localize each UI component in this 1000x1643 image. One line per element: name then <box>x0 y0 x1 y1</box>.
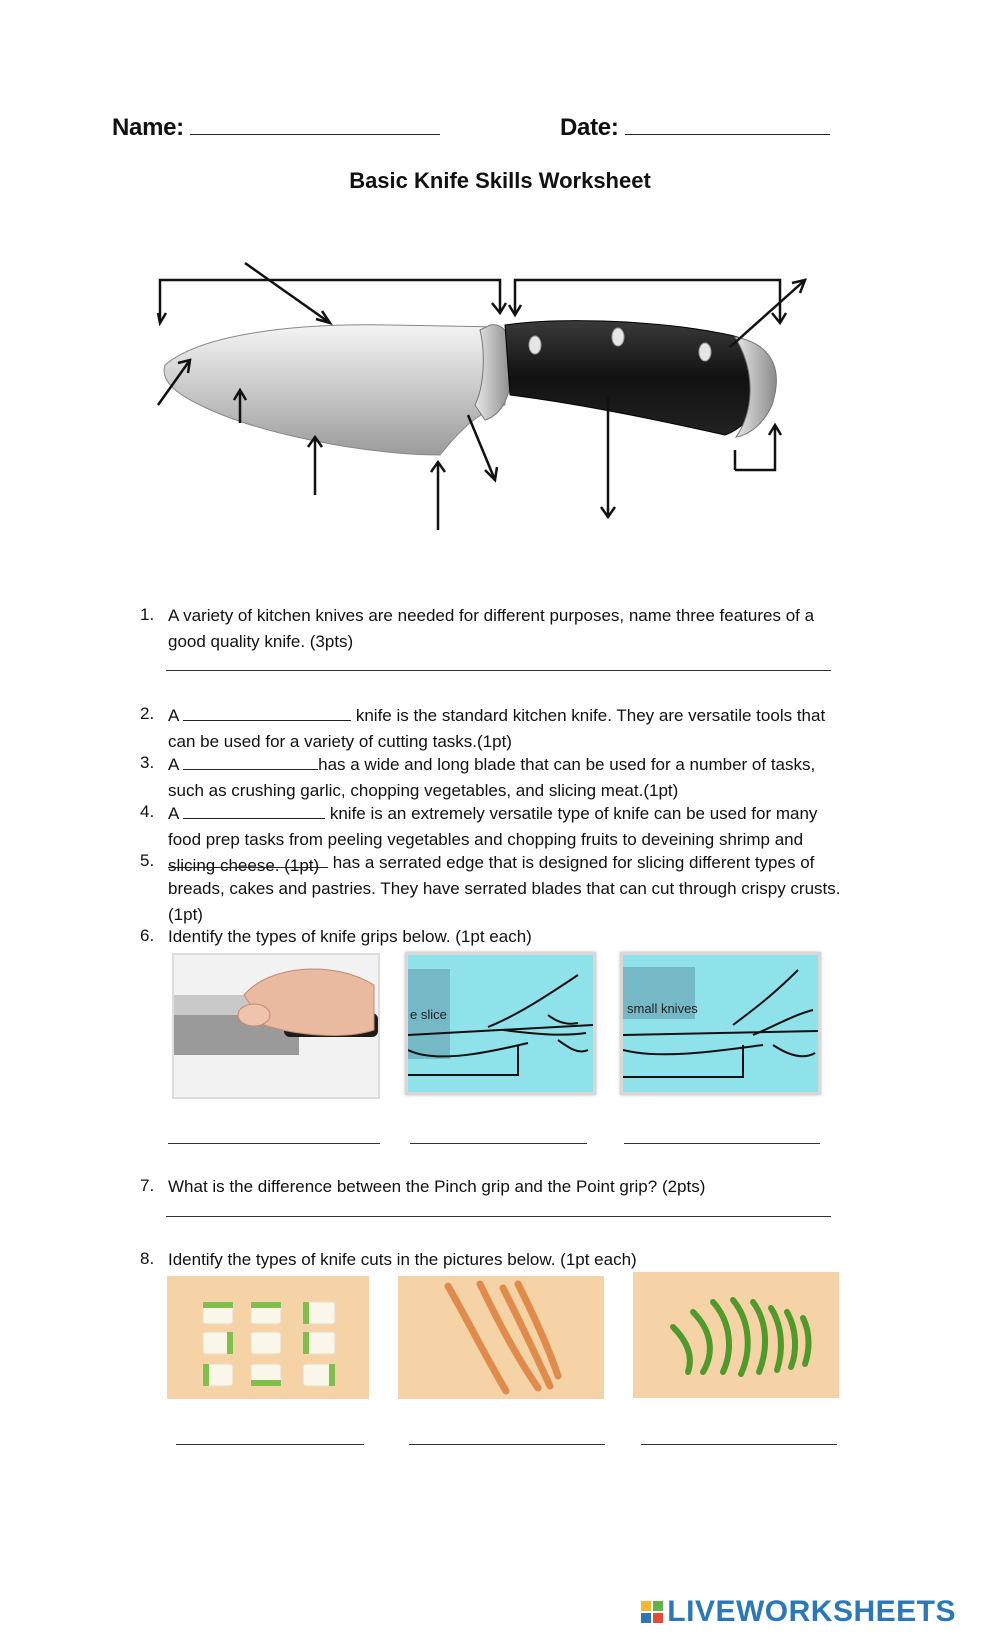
cut-answer-1[interactable] <box>176 1444 364 1445</box>
q8-number: 8. <box>140 1249 155 1268</box>
logo-text: LIVEWORKSHEETS <box>667 1595 956 1628</box>
knife-diagram <box>140 255 840 565</box>
q3-blank[interactable] <box>183 751 318 770</box>
q3-text <box>168 751 848 804</box>
q2-blank[interactable] <box>183 702 351 721</box>
q3-post: has a wide and long blade that can be used for a number of tasks, such as crushing garlic, chopping vegetables, and slicing meat.(1pt) <box>168 755 816 800</box>
rivet-3 <box>699 343 711 361</box>
cut-image-2 <box>398 1276 604 1399</box>
dice-cut-drawing <box>167 1276 369 1399</box>
q1-answer-line[interactable] <box>166 670 831 671</box>
cut-image-1 <box>167 1276 369 1399</box>
q7-number: 7. <box>140 1176 155 1195</box>
hand-on-knife-photo <box>174 955 378 1097</box>
q5-text <box>168 849 848 928</box>
q3-pre: A <box>168 755 184 774</box>
q2-pre: A <box>168 706 184 725</box>
rivet-2 <box>612 328 624 346</box>
grip-answer-1[interactable] <box>168 1143 380 1144</box>
date-label <box>560 114 830 142</box>
rivet-1 <box>529 336 541 354</box>
name-field[interactable] <box>190 116 440 135</box>
grip-image-2 <box>405 952 596 1095</box>
grip-caption-3: small knives <box>627 1001 698 1016</box>
cut-answer-3[interactable] <box>641 1444 837 1445</box>
worksheet-title: Basic Knife Skills Worksheet <box>349 168 651 193</box>
name-label-text: Name: <box>112 114 191 141</box>
cut-answer-2[interactable] <box>409 1444 605 1445</box>
q2-text <box>168 702 848 755</box>
q7-text: What is the difference between the Pinch grip and the Point grip? (2pts) <box>168 1177 706 1196</box>
q4-post: knife is an extremely versatile type of knife can be used for many food prep tasks from peeling vegetables and chopping fruits to deveining shrimp and slicing cheese. (1pt) <box>168 804 818 875</box>
q5-blank[interactable] <box>168 849 328 868</box>
cut-image-3 <box>633 1272 839 1398</box>
q4-number: 4. <box>140 802 155 821</box>
grip-image-1 <box>172 953 380 1099</box>
grip-image-3 <box>620 952 821 1095</box>
q6-number: 6. <box>140 926 155 945</box>
julienne-cut-drawing <box>398 1276 604 1399</box>
handle <box>505 321 769 435</box>
q8-text: Identify the types of knife cuts in the pictures below. (1pt each) <box>168 1250 637 1269</box>
q3-number: 3. <box>140 753 155 772</box>
point-grip-drawing <box>623 955 818 1092</box>
q4-blank[interactable] <box>183 800 325 819</box>
grip-caption-2: e slice <box>410 1007 447 1022</box>
q1-text: A variety of kitchen knives are needed for different purposes, name three features of a good quality knife. (3pts) <box>168 606 815 651</box>
q4-pre: A <box>168 804 184 823</box>
grip-answer-3[interactable] <box>624 1143 820 1144</box>
q5-number: 5. <box>140 851 155 870</box>
logo-blocks-icon <box>641 1601 663 1623</box>
grip-answer-2[interactable] <box>410 1143 587 1144</box>
q5-post: has a serrated edge that is designed for slicing different types of breads, cakes and pastries. They have serrated blades that can cut through crispy crusts. (1pt) <box>168 853 841 924</box>
name-label <box>112 114 440 142</box>
blade <box>164 325 505 455</box>
bias-cut-drawing <box>633 1272 839 1398</box>
liveworksheets-logo <box>641 1595 956 1629</box>
q2-number: 2. <box>140 704 155 723</box>
date-field[interactable] <box>625 116 830 135</box>
q1-number: 1. <box>140 605 155 624</box>
q2-post: knife is the standard kitchen knife. They are versatile tools that can be used for a variety of cutting tasks.(1pt) <box>168 706 826 751</box>
q7-answer-line[interactable] <box>166 1216 831 1217</box>
q6-text: Identify the types of knife grips below. (1pt each) <box>168 927 532 946</box>
date-label-text: Date: <box>560 114 625 141</box>
pinch-grip-drawing <box>408 955 593 1092</box>
